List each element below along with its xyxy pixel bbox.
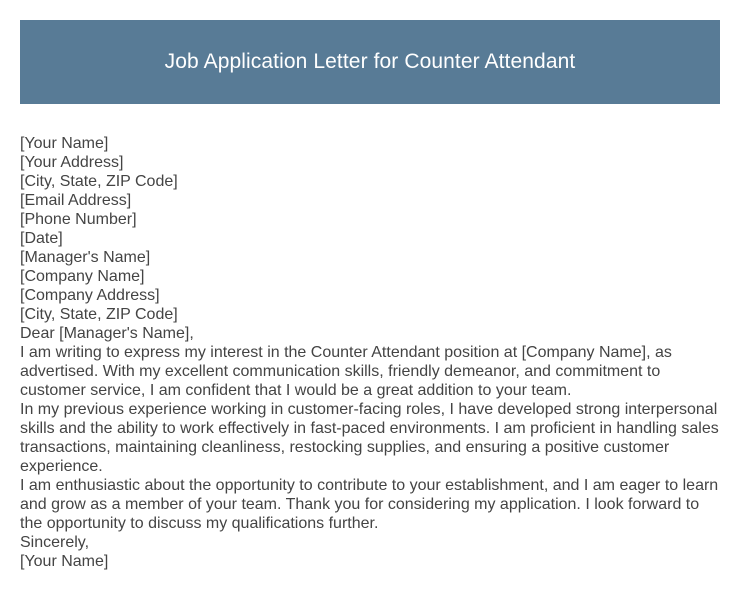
sender-email: [Email Address] — [20, 192, 132, 209]
page-title: Job Application Letter for Counter Attendant — [164, 50, 576, 73]
recipient-name: [Manager's Name] — [20, 249, 151, 266]
letter-date: [Date] — [20, 230, 63, 247]
sender-city-state-zip: [City, State, ZIP Code] — [20, 173, 178, 190]
recipient-address: [Company Address] — [20, 287, 160, 304]
recipient-city-state-zip: [City, State, ZIP Code] — [20, 306, 178, 323]
sender-phone: [Phone Number] — [20, 211, 137, 228]
sender-name: [Your Name] — [20, 135, 109, 152]
salutation: Dear [Manager's Name], — [20, 325, 194, 342]
paragraph-intro: I am writing to express my interest in the Counter Attendant position at [Company Name], as advertised. With my excellent communication skills, friendly demeanor, and commitment to customer service, I am confident that I would be a great addition to your team. — [20, 344, 672, 399]
paragraph-closing: I am enthusiastic about the opportunity to contribute to your establishment, and I am eager to learn and grow as a member of your team. Thank you for considering my application. I look forward to the opportunity to discuss my qualifications further. — [20, 477, 719, 532]
letter-body — [20, 134, 720, 571]
recipient-company: [Company Name] — [20, 268, 145, 285]
paragraph-experience: In my previous experience working in customer-facing roles, I have developed strong interpersonal skills and the ability to work effectively in fast-paced environments. I am proficient in handling sales transactions, maintaining cleanliness, restocking supplies, and ensuring a positive customer experience. — [20, 401, 719, 475]
sender-address: [Your Address] — [20, 154, 124, 171]
title-banner — [20, 20, 720, 104]
signature-name: [Your Name] — [20, 553, 109, 570]
sign-off: Sincerely, — [20, 534, 90, 551]
